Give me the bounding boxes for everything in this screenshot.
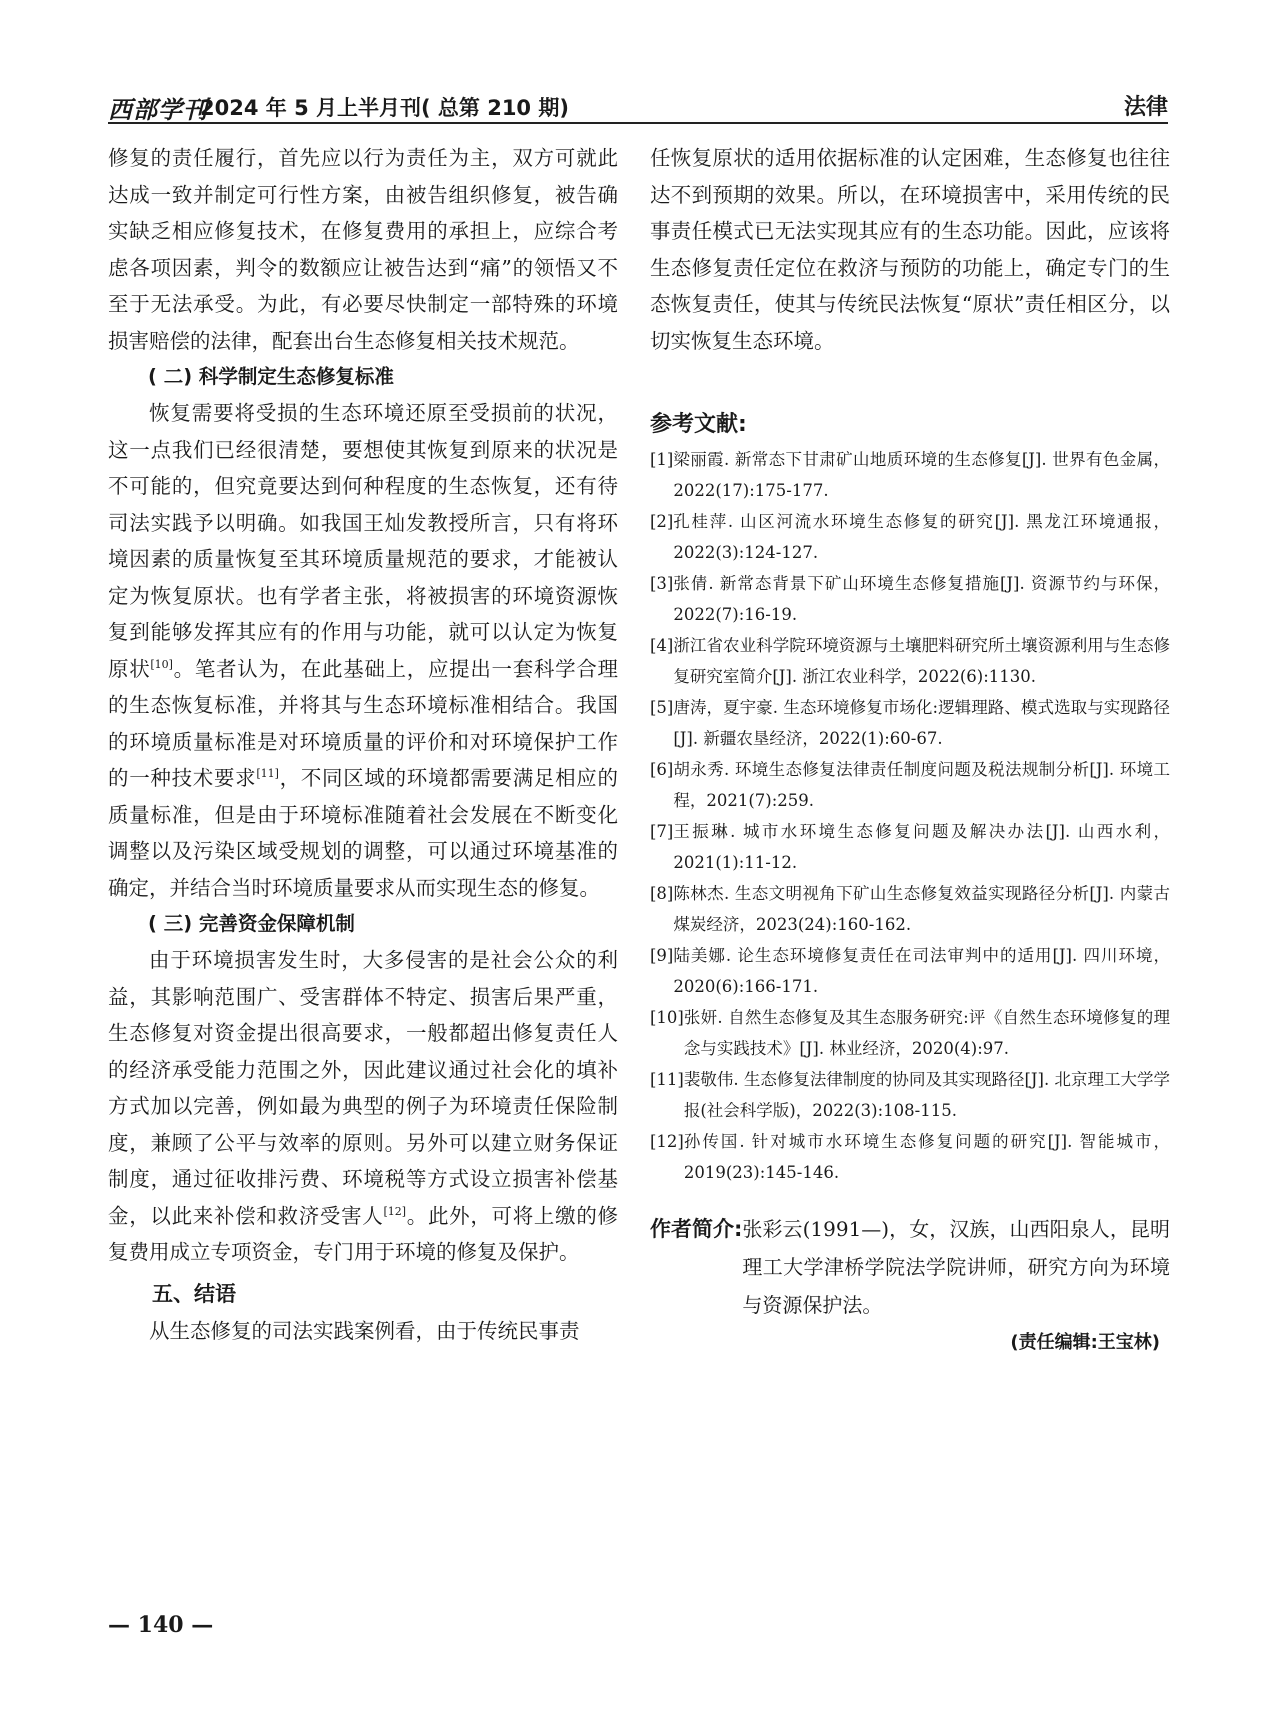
- reference-number: [11]: [650, 1070, 684, 1089]
- journal-logo: 西部学刊: [108, 95, 208, 124]
- reference-number: [8]: [650, 884, 674, 903]
- reference-number: [6]: [650, 760, 674, 779]
- paragraph: 从生态修复的司法实践案例看，由于传统民事责: [149, 1318, 580, 1343]
- page-header: [108, 86, 1168, 124]
- reference-text: 张妍. 自然生态修复及其生态服务研究:评《自然生态环境修复的理念与实践技术》[J]. 林业经济，2020(4):97.: [683, 1008, 1170, 1058]
- reference-list: [650, 444, 1170, 1188]
- right-column: [650, 140, 1170, 1354]
- reference-number: [10]: [650, 1008, 684, 1027]
- reference-text: 陈林杰. 生态文明视角下矿山生态修复效益实现路径分析[J]. 内蒙古煤炭经济，2023(24):160-162.: [673, 884, 1170, 934]
- reference-item: [650, 692, 1170, 754]
- reference-number: [1]: [650, 450, 674, 469]
- reference-item: [650, 754, 1170, 816]
- author-label: 作者简介:: [650, 1217, 743, 1241]
- citation: [11]: [256, 767, 279, 781]
- reference-text: 梁丽霞. 新常态下甘肃矿山地质环境的生态修复[J]. 世界有色金属，2022(17):175-177.: [673, 450, 1170, 500]
- page-number: — 140 —: [108, 1612, 214, 1638]
- citation: [12]: [383, 1204, 407, 1218]
- reference-text: 王振琳. 城市水环境生态修复问题及解决办法[J]. 山西水利，2021(1):11-12.: [673, 822, 1170, 872]
- reference-text: 张倩. 新常态背景下矿山环境生态修复措施[J]. 资源节约与环保，2022(7):16-19.: [673, 574, 1170, 624]
- reference-item: [650, 1002, 1170, 1064]
- citation: [10]: [150, 657, 173, 671]
- journal-issue: 2024 年 5 月上半月刊( 总第 210 期): [200, 96, 569, 120]
- author-text: 张彩云(1991—)，女，汉族，山西阳泉人，昆明理工大学津桥学院法学院讲师，研究方向为环境与资源保护法。: [742, 1217, 1170, 1317]
- reference-text: 裴敬伟. 生态修复法律制度的协同及其实现路径[J]. 北京理工大学学报(社会科学版)，2022(3):108-115.: [683, 1070, 1170, 1120]
- reference-item: [650, 568, 1170, 630]
- reference-text: 胡永秀. 环境生态修复法律责任制度问题及税法规制分析[J]. 环境工程，2021(7):259.: [673, 760, 1170, 810]
- reference-text: 孔桂萍. 山区河流水环境生态修复的研究[J]. 黑龙江环境通报，2022(3):124-127.: [673, 512, 1170, 562]
- reference-item: [650, 630, 1170, 692]
- reference-text: 孙传国. 针对城市水环境生态修复问题的研究[J]. 智能城市，2019(23):145-146.: [683, 1132, 1170, 1182]
- reference-text: 浙江省农业科学院环境资源与土壤肥料研究所土壤资源利用与生态修复研究室简介[J]. 浙江农业科学，2022(6):1130.: [673, 636, 1170, 686]
- reference-text: 唐涛，夏宇豪. 生态环境修复市场化:逻辑理路、模式选取与实现路径[J]. 新疆农垦经济，2022(1):60-67.: [673, 698, 1170, 748]
- paragraph: 修复的责任履行，首先应以行为责任为主，双方可就此达成一致并制定可行性方案，由被告组织修复，被告确实缺乏相应修复技术，在修复费用的承担上，应综合考虑各项因素，判令的数额应让被告达到“痛”的领悟又不至于无法承受。为此，有必要尽快制定一部特殊的环境损害赔偿的法律，配套出台生态修复相关技术规范。: [108, 146, 618, 353]
- reference-item: [650, 1126, 1170, 1188]
- subsection-heading: ( 二) 科学制定生态修复标准: [148, 365, 394, 388]
- left-column: [108, 140, 618, 1349]
- reference-item: [650, 878, 1170, 940]
- section-label: 法律: [1123, 95, 1168, 120]
- responsible-editor: (责任编辑:王宝林): [1010, 1332, 1160, 1353]
- reference-item: [650, 506, 1170, 568]
- reference-item: [650, 444, 1170, 506]
- reference-number: [3]: [650, 574, 674, 593]
- reference-number: [4]: [650, 636, 674, 655]
- reference-number: [9]: [650, 946, 674, 965]
- reference-number: [2]: [650, 512, 674, 531]
- paragraph: 由于环境损害发生时，大多侵害的是社会公众的利益，其影响范围广、受害群体不特定、损害后果严重，生态修复对资金提出很高要求，一般都超出修复责任人的经济承受能力范围之外，因此建议通过社会化的填补方式加以完善，例如最为典型的例子为环境责任保险制度，兼顾了公平与效率的原则。另外可以建立财务保证制度，通过征收排污费、环境税等方式设立损害补偿基金，以此来补偿和救济受害人[12]。此外，可将上缴的修复费用成立专项资金，专门用于环境的修复及保护。: [108, 948, 619, 1264]
- reference-item: [650, 940, 1170, 1002]
- paragraph: 恢复需要将受损的生态环境还原至受损前的状况，这一点我们已经很清楚，要想使其恢复到原来的状况是不可能的，但究竟要达到何种程度的生态恢复，还有待司法实践予以明确。如我国王灿发教授所言，只有将环境因素的质量恢复至其环境质量规范的要求，才能被认定为恢复原状。也有学者主张，将被损害的环境资源恢复到能够发挥其应有的作用与功能，就可以认定为恢复原状[10]。笔者认为，在此基础上，应提出一套科学合理的生态恢复标准，并将其与生态环境标准相结合。我国的环境质量标准是对环境质量的评价和对环境保护工作的一种技术要求[11]，不同区域的环境都需要满足相应的质量标准，但是由于环境标准随着社会发展在不断变化调整以及污染区域受规划的调整，可以通过环境基准的确定，并结合当时环境质量要求从而实现生态的修复。: [108, 401, 619, 900]
- reference-number: [5]: [650, 698, 674, 717]
- reference-item: [650, 1064, 1170, 1126]
- reference-item: [650, 816, 1170, 878]
- author-bio: [650, 1210, 1170, 1324]
- reference-text: 陆美娜. 论生态环境修复责任在司法审判中的适用[J]. 四川环境，2020(6):166-171.: [673, 946, 1170, 996]
- references-title: 参考文献:: [650, 412, 747, 437]
- section-heading: 五、结语: [152, 1281, 236, 1306]
- subsection-heading: ( 三) 完善资金保障机制: [148, 912, 355, 935]
- reference-number: [7]: [650, 822, 674, 841]
- reference-number: [12]: [650, 1132, 684, 1151]
- paragraph: 任恢复原状的适用依据标准的认定困难，生态修复也往往达不到预期的效果。所以，在环境损害中，采用传统的民事责任模式已无法实现其应有的生态功能。因此，应该将生态修复责任定位在救济与预防的功能上，确定专门的生态恢复责任，使其与传统民法恢复“原状”责任相区分，以切实恢复生态环境。: [650, 146, 1170, 353]
